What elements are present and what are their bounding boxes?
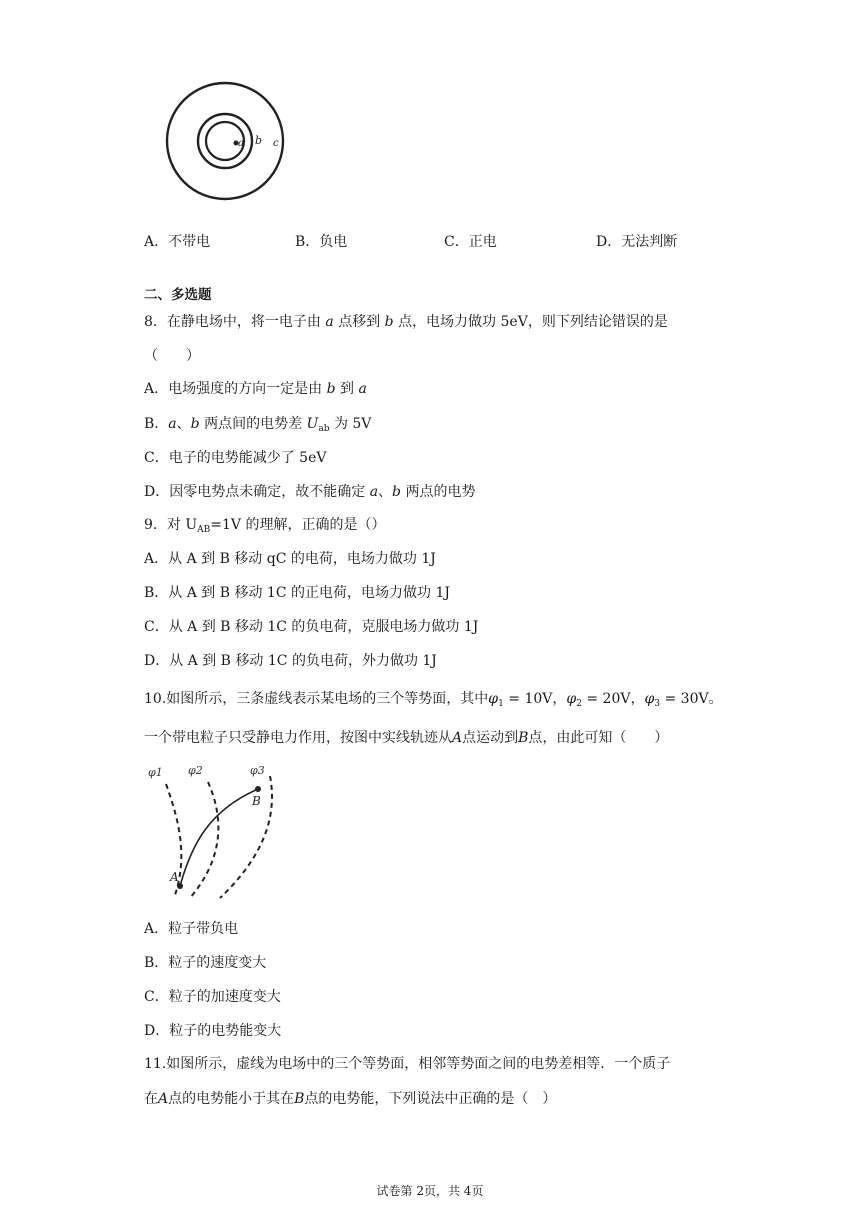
point-b-dot	[255, 786, 261, 792]
q8-option-b-var-u: U	[306, 416, 319, 432]
q10-line2-mid: 点运动到	[462, 730, 519, 746]
q8-option-d[interactable]	[144, 481, 475, 501]
q11-number: 11.	[144, 1056, 167, 1072]
q7-option-d[interactable]: D．无法判断	[596, 234, 678, 250]
q9-option-d[interactable]: D．从 A 到 B 移动 1C 的负电荷，外力做功 1J	[144, 653, 437, 669]
q10-val3: = 30V。	[660, 691, 723, 707]
q11-line1-text: 如图所示，虚线为电场中的三个等势面，相邻等势面之间的电势差相等．一个质子	[166, 1056, 671, 1072]
q11-stem-line2	[144, 1088, 556, 1108]
q8-option-d-var-b: b	[392, 484, 402, 500]
q8-option-b-tail: 为 5V	[333, 416, 372, 432]
particle-trajectory	[180, 789, 258, 886]
figure-label-b: b	[255, 134, 263, 147]
q10-line2-post: 点，由此可知（ ）	[528, 730, 669, 746]
q10-option-a[interactable]: A．粒子带负电	[144, 921, 239, 937]
q9-stem-sub: AB	[197, 525, 211, 535]
q8-option-a-mid: 到	[340, 381, 354, 397]
q10-option-b[interactable]: B．粒子的速度变大	[144, 955, 267, 971]
q8-number: 8．	[144, 314, 167, 330]
q8-option-d-sep: 、	[378, 484, 393, 500]
q8-option-b-sep: 、	[176, 416, 191, 432]
q10-val2: = 20V，	[581, 691, 645, 707]
q10-val1: = 10V，	[503, 691, 567, 707]
q9-stem-post: =1V 的理解，正确的是（）	[210, 517, 386, 533]
figure-label-phi3: φ3	[250, 764, 265, 777]
q9-option-b[interactable]: B．从 A 到 B 移动 1C 的正电荷，电场力做功 1J	[144, 585, 450, 601]
q11-var-a: A	[158, 1091, 169, 1107]
q7-concentric-circles-figure	[160, 78, 310, 218]
figure-label-phi2: φ2	[188, 764, 203, 777]
q8-option-b-var-a: a	[168, 416, 177, 432]
q8-option-b-prefix: B．	[144, 416, 169, 432]
q9-option-a[interactable]: A．从 A 到 B 移动 qC 的电荷，电场力做功 1J	[144, 551, 436, 567]
q8-option-a-var-b: b	[326, 381, 336, 397]
q11-line2-post: 点的电势能，下列说法中正确的是（ ）	[304, 1091, 557, 1107]
figure-label-c: c	[273, 138, 279, 149]
figure-label-a: a	[238, 138, 244, 149]
q10-line2-pre: 一个带电粒子只受静电力作用，按图中实线轨迹从	[144, 730, 452, 746]
q9-option-c[interactable]: C．从 A 到 B 移动 1C 的负电荷，克服电场力做功 1J	[144, 619, 479, 635]
q10-stem-line2	[144, 727, 668, 747]
q10-phi2-sub: 2	[576, 699, 582, 709]
q9-stem	[144, 514, 386, 535]
q10-option-d[interactable]: D．粒子的电势能变大	[144, 1023, 282, 1039]
q8-option-d-var-a: a	[369, 484, 379, 500]
q8-option-a[interactable]	[144, 378, 367, 398]
q8-paren: （ ）	[144, 348, 200, 364]
q11-var-b: B	[294, 1091, 305, 1107]
q10-phi1-sub: 1	[498, 699, 504, 709]
q10-number: 10.	[144, 691, 167, 707]
q10-phi3-sub: 3	[654, 699, 661, 709]
q10-phi3: φ	[644, 691, 655, 707]
q11-line2-mid: 点的电势能小于其在	[168, 1091, 295, 1107]
q7-option-b[interactable]: B．负电	[295, 234, 348, 250]
q8-stem-text3: 点，电场力做功 5eV，则下列结论错误的是	[398, 314, 668, 330]
figure-label-phi1: φ1	[148, 766, 163, 779]
q8-option-a-var-a: a	[358, 381, 367, 397]
equipotential-line-2	[190, 782, 218, 898]
q8-stem-text2: 点移到	[338, 314, 381, 330]
q9-number: 9．	[144, 517, 167, 533]
q8-option-d-tail: 两点的电势	[405, 484, 476, 500]
section-title-multiple-choice: 二、多选题	[144, 287, 212, 303]
q8-var-a: a	[325, 314, 334, 330]
q10-var-a: A	[452, 730, 463, 746]
q11-line2-pre: 在	[144, 1091, 158, 1107]
q11-stem-line1	[144, 1053, 670, 1073]
q8-stem	[144, 311, 668, 331]
page-footer: 试卷第 2页，共 4页	[376, 1184, 484, 1198]
q7-option-c[interactable]: C．正电	[444, 234, 497, 250]
q10-option-c[interactable]: C．粒子的加速度变大	[144, 989, 281, 1005]
q10-equipotential-figure	[140, 758, 290, 906]
q8-option-b-var-b: b	[190, 416, 200, 432]
figure-label-a: A	[170, 870, 179, 884]
q7-option-a[interactable]: A．不带电	[144, 234, 211, 250]
q8-option-d-prefix: D．因零电势点未确定，故不能确定	[144, 484, 366, 500]
q10-line1-text: 如图所示，三条虚线表示某电场的三个等势面，其中	[166, 691, 489, 707]
q10-stem-line1	[144, 688, 723, 709]
q9-stem-pre: 对 U	[166, 517, 198, 533]
q10-var-b: B	[518, 730, 529, 746]
q10-phi1: φ	[488, 691, 499, 707]
outer-circle	[167, 83, 283, 199]
q8-option-b-mid: 两点间的电势差	[204, 416, 303, 432]
q8-var-b: b	[384, 314, 394, 330]
q8-option-b[interactable]	[144, 413, 371, 434]
q10-phi2: φ	[566, 691, 577, 707]
q8-option-b-sub: ab	[318, 424, 330, 434]
q8-option-a-text: A．电场强度的方向一定是由	[144, 381, 323, 397]
q8-option-c[interactable]: C．电子的电势能减少了 5eV	[144, 450, 327, 466]
figure-label-b: B	[252, 794, 261, 808]
q8-stem-text: 在静电场中，将一电子由	[166, 314, 321, 330]
